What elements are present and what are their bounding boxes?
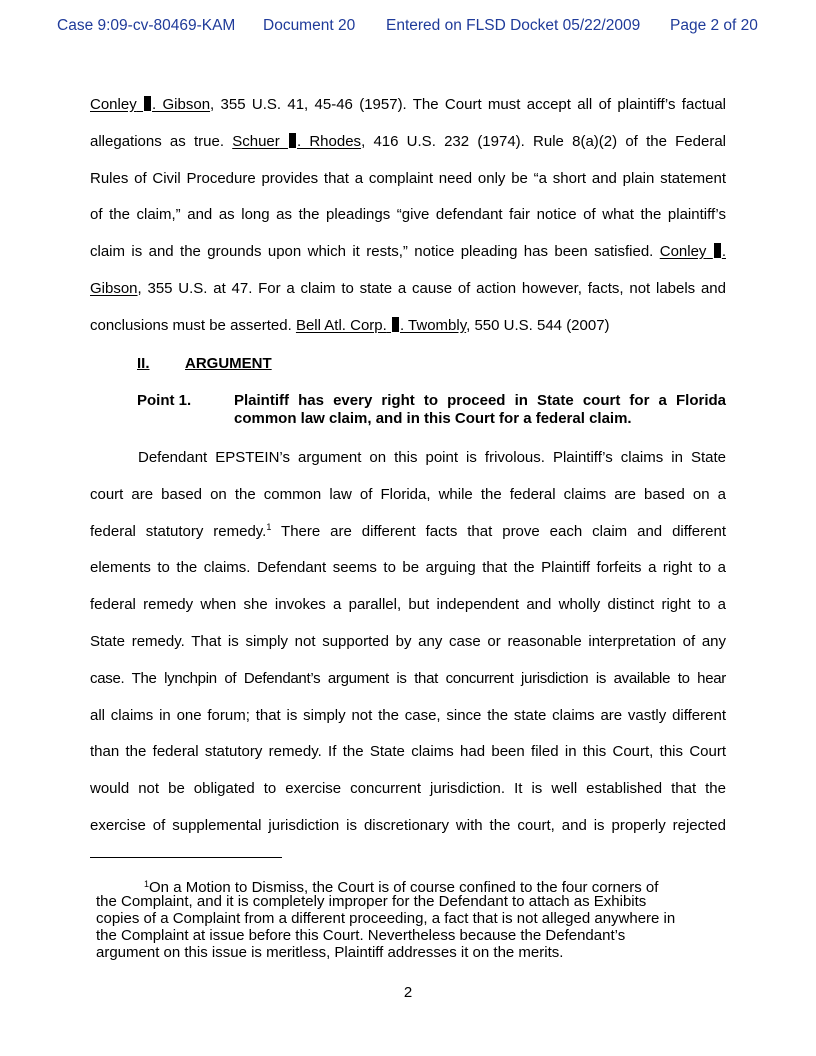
case-citation-conley: Conley . [659, 243, 726, 260]
header-page-count: Page 2 of 20 [670, 17, 758, 34]
footnote-line: $^1$On a Motion to Dismiss, the Court is of course confined to the four corners of [144, 879, 659, 896]
text-line: would not be obligated to exercise concurrent jurisdiction. It is well established that the [90, 780, 726, 797]
text-line: State remedy. That is simply not supported by any case or reasonable interpretation of any [90, 633, 726, 650]
text-line: federal statutory remedy.$^1$ There are different facts that prove each claim and different [90, 522, 726, 540]
footnote-line: the Complaint, and it is completely improper for the Defendant to attach as Exhibits [96, 893, 647, 910]
redaction-mark [714, 243, 721, 258]
text-line: claim is and the grounds upon which it rests,” notice pleading has been satisfied. Conley . [90, 243, 726, 260]
section-heading [137, 354, 272, 374]
header-entered-date: Entered on FLSD Docket 05/22/2009 [386, 17, 641, 34]
text-line: Conley . Gibson, 355 U.S. 41, 45-46 (1957). The Court must accept all of plaintiff’s factual [90, 96, 726, 113]
header-case-number: Case 9:09-cv-80469-KAM [57, 17, 236, 34]
text-line: allegations as true. Schuer . Rhodes, 416 U.S. 232 (1974). Rule 8(a)(2) of the Federal [90, 133, 726, 150]
section-title: ARGUMENT [185, 355, 272, 372]
redaction-mark [144, 96, 151, 111]
footnote-marker: 1 [144, 879, 150, 889]
case-citation-schuer: Schuer . Rhodes [232, 133, 362, 150]
text-line: Defendant EPSTEIN’s argument on this point is frivolous. Plaintiff’s claims in State [138, 449, 726, 466]
text-line: Rules of Civil Procedure provides that a complaint need only be “a short and plain statement [90, 170, 726, 187]
text-line: than the federal statutory remedy. If the State claims had been filed in this Court, this Court [90, 743, 726, 760]
text-line: conclusions must be asserted. Bell Atl. Corp. . Twombly, 550 U.S. 544 (2007) [90, 317, 610, 334]
text-line: case. The lynchpin of Defendant’s argument is that concurrent jurisdiction is available to hear [90, 670, 726, 687]
text-line: exercise of supplemental jurisdiction is discretionary with the court, and is properly rejected [90, 817, 726, 834]
footnote-line: copies of a Complaint from a different proceeding, a fact that is not alleged anywhere in [96, 910, 676, 927]
case-citation-conley: Conley . Gibson [90, 96, 211, 113]
case-citation-gibson: Gibson [90, 280, 138, 297]
footnote-line: the Complaint at issue before this Court. Nevertheless because the Defendant’s [96, 927, 626, 944]
point-label: Point 1. [137, 392, 192, 409]
text-line: all claims in one forum; that is simply not the case, since the state claims are vastly different [90, 707, 726, 724]
docket-header [0, 17, 816, 37]
case-citation-twombly: Bell Atl. Corp. . Twombly [295, 317, 467, 334]
text-line: Gibson, 355 U.S. at 47. For a claim to state a cause of action however, facts, not labels and [90, 280, 726, 297]
text-line: court are based on the common law of Florida, while the federal claims are based on a [90, 486, 726, 503]
text-line: federal remedy when she invokes a parallel, but independent and wholly distinct right to a [90, 596, 726, 613]
page-number: 2 [403, 984, 413, 1001]
section-number: II. [137, 355, 150, 372]
footnote-reference[interactable]: 1 [266, 522, 272, 532]
footnote-separator [90, 857, 282, 858]
point-text: Plaintiff has every right to proceed in State court for a Florida common law claim, and in this Court for a federal claim. [234, 392, 726, 427]
text-line: elements to the claims. Defendant seems to be arguing that the Plaintiff forfeits a right to a [90, 559, 726, 576]
text-line: of the claim,” and as long as the pleadings “give defendant fair notice of what the plaintiff’s [90, 206, 726, 223]
redaction-mark [289, 133, 296, 148]
footnote-line: argument on this issue is meritless, Plaintiff addresses it on the merits. [96, 944, 564, 961]
redaction-mark [392, 317, 399, 332]
header-document-number: Document 20 [263, 17, 356, 34]
